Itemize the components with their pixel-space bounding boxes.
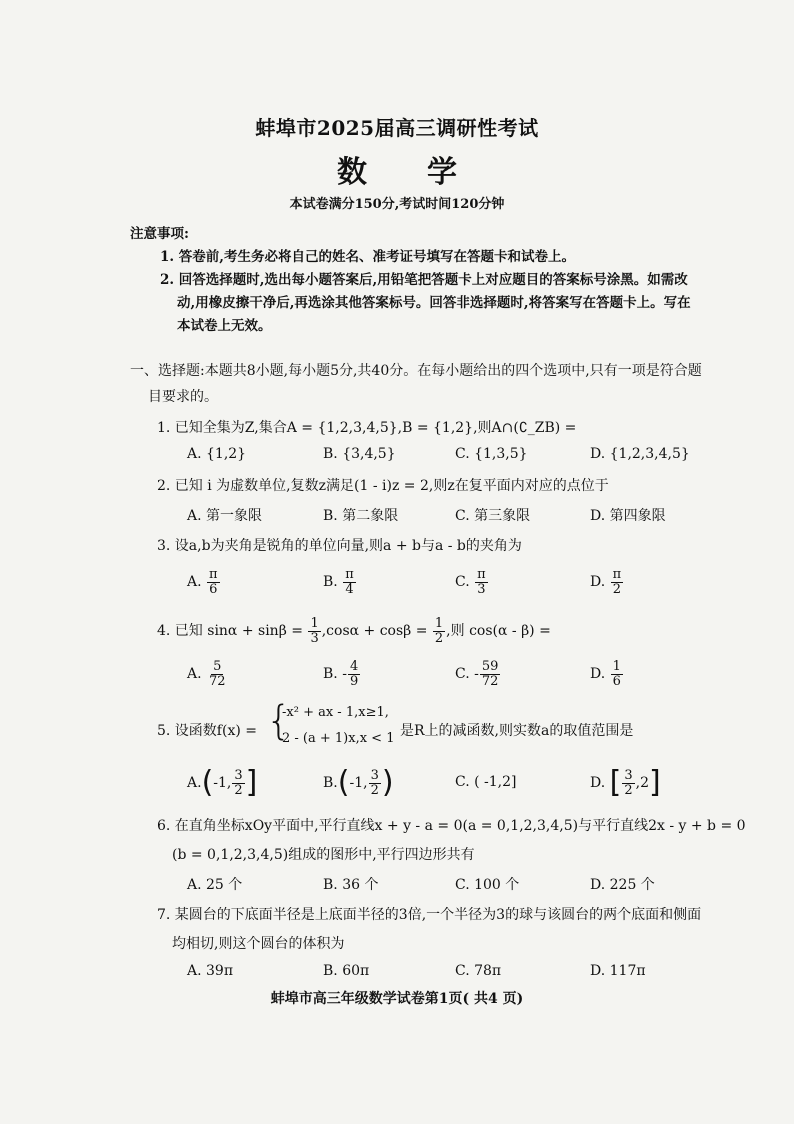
q5-option-c: C. ( -1,2] <box>455 774 517 790</box>
subject-title: 数学 <box>337 155 517 190</box>
q4-option-a: A. $\frac{5}{72}$ <box>187 659 226 689</box>
q1-option-c: C. {1,3,5} <box>455 446 528 462</box>
question-5-label: 5. 设函数f(x) = <box>157 723 257 739</box>
q3-option-c: C. $\frac{\pi}{3}$ <box>455 567 486 597</box>
q2-option-d: D. 第四象限 <box>590 508 666 524</box>
q2-option-b: B. 第二象限 <box>323 508 399 524</box>
q7-option-b: B. 60π <box>323 963 370 979</box>
q1-option-d: D. {1,2,3,4,5} <box>590 446 690 462</box>
page-footer: 蚌埠市高三年级数学试卷第1页( 共4 页) <box>270 991 524 1007</box>
piecewise-case-2: 2 - (a + 1)x,x < 1 <box>282 731 395 746</box>
q5-option-d: D. [ $\frac{3}{2}$ ,2] <box>590 765 661 800</box>
q4-option-b: B. - $\frac{4}{9}$ <box>323 659 359 689</box>
q1-option-a: A. {1,2} <box>187 446 247 462</box>
exam-info: 本试卷满分150分,考试时间120分钟 <box>289 197 505 212</box>
piecewise-brace: { <box>266 698 292 744</box>
section-heading-cont: 目要求的。 <box>148 389 218 405</box>
q5-option-a: A.(-1, $\frac{3}{2}$ ] <box>187 765 258 800</box>
question-7-stem: 7. 某圆台的下底面半径是上底面半径的3倍,一个半径为3的球与该圆台的两个底面和侧面 <box>157 907 702 923</box>
q6-option-c: C. 100 个 <box>455 877 520 893</box>
q2-option-c: C. 第三象限 <box>455 508 531 524</box>
notice-item: 动,用橡皮擦干净后,再选涂其他答案标号。回答非选择题时,将答案写在答题卡上。写在 <box>177 295 691 311</box>
exam-title: 蚌埠市2025届高三调研性考试 <box>255 116 539 140</box>
section-heading: 一、选择题:本题共8小题,每小题5分,共40分。在每小题给出的四个选项中,只有一项是符合题 <box>130 363 702 379</box>
q1-option-b: B. {3,4,5} <box>323 446 396 462</box>
q3-option-a: A. $\frac{\pi}{6}$ <box>187 567 218 597</box>
question-6-stem-cont: (b = 0,1,2,3,4,5)组成的图形中,平行四边形共有 <box>172 847 475 863</box>
q6-option-a: A. 25 个 <box>187 877 243 893</box>
q4-option-d: D. $\frac{1}{6}$ <box>590 659 621 689</box>
q6-option-b: B. 36 个 <box>323 877 379 893</box>
notice-heading: 注意事项: <box>130 226 189 242</box>
q4-option-c: C. - $\frac{59}{72}$ <box>455 659 499 689</box>
question-6-stem: 6. 在直角坐标xOy平面中,平行直线x + y - a = 0(a = 0,1,2,3,4,5)与平行直线2x - y + b = 0 <box>157 818 746 834</box>
q2-option-a: A. 第一象限 <box>187 508 263 524</box>
q6-option-d: D. 225 个 <box>590 877 655 893</box>
q7-option-a: A. 39π <box>187 963 234 979</box>
question-2-stem: 2. 已知 i 为虚数单位,复数z满足(1 - i)z = 2,则z在复平面内对应的点位于 <box>157 478 609 494</box>
notice-item: 2. 回答选择题时,选出每小题答案后,用铅笔把答题卡上对应题目的答案标号涂黑。如需改 <box>160 272 688 288</box>
question-1-stem: 1. 已知全集为Z,集合A = {1,2,3,4,5},B = {1,2},则A∩(∁_ZB) = <box>157 420 577 436</box>
q5-option-b: B.(-1, $\frac{3}{2}$ ) <box>323 765 394 800</box>
q7-option-d: D. 117π <box>590 963 646 979</box>
notice-item: 1. 答卷前,考生务必将自己的姓名、准考证号填写在答题卡和试卷上。 <box>160 249 575 265</box>
q3-option-b: B. $\frac{\pi}{4}$ <box>323 567 354 597</box>
piecewise-case-1: -x² + ax - 1,x≥1, <box>282 705 389 720</box>
question-4-stem: 4. 已知 sinα + sinβ = $\frac{1}{3}$ ,cosα + cosβ = $\frac{1}{2}$ ,则 cos(α - β) = <box>157 616 551 646</box>
question-5-stem: 是R上的减函数,则实数a的取值范围是 <box>400 723 634 739</box>
q3-option-d: D. $\frac{\pi}{2}$ <box>590 567 622 597</box>
question-3-stem: 3. 设a,b为夹角是锐角的单位向量,则a + b与a - b的夹角为 <box>157 538 522 554</box>
question-7-stem-cont: 均相切,则这个圆台的体积为 <box>172 936 345 952</box>
notice-item: 本试卷上无效。 <box>177 318 272 334</box>
q7-option-c: C. 78π <box>455 963 502 979</box>
